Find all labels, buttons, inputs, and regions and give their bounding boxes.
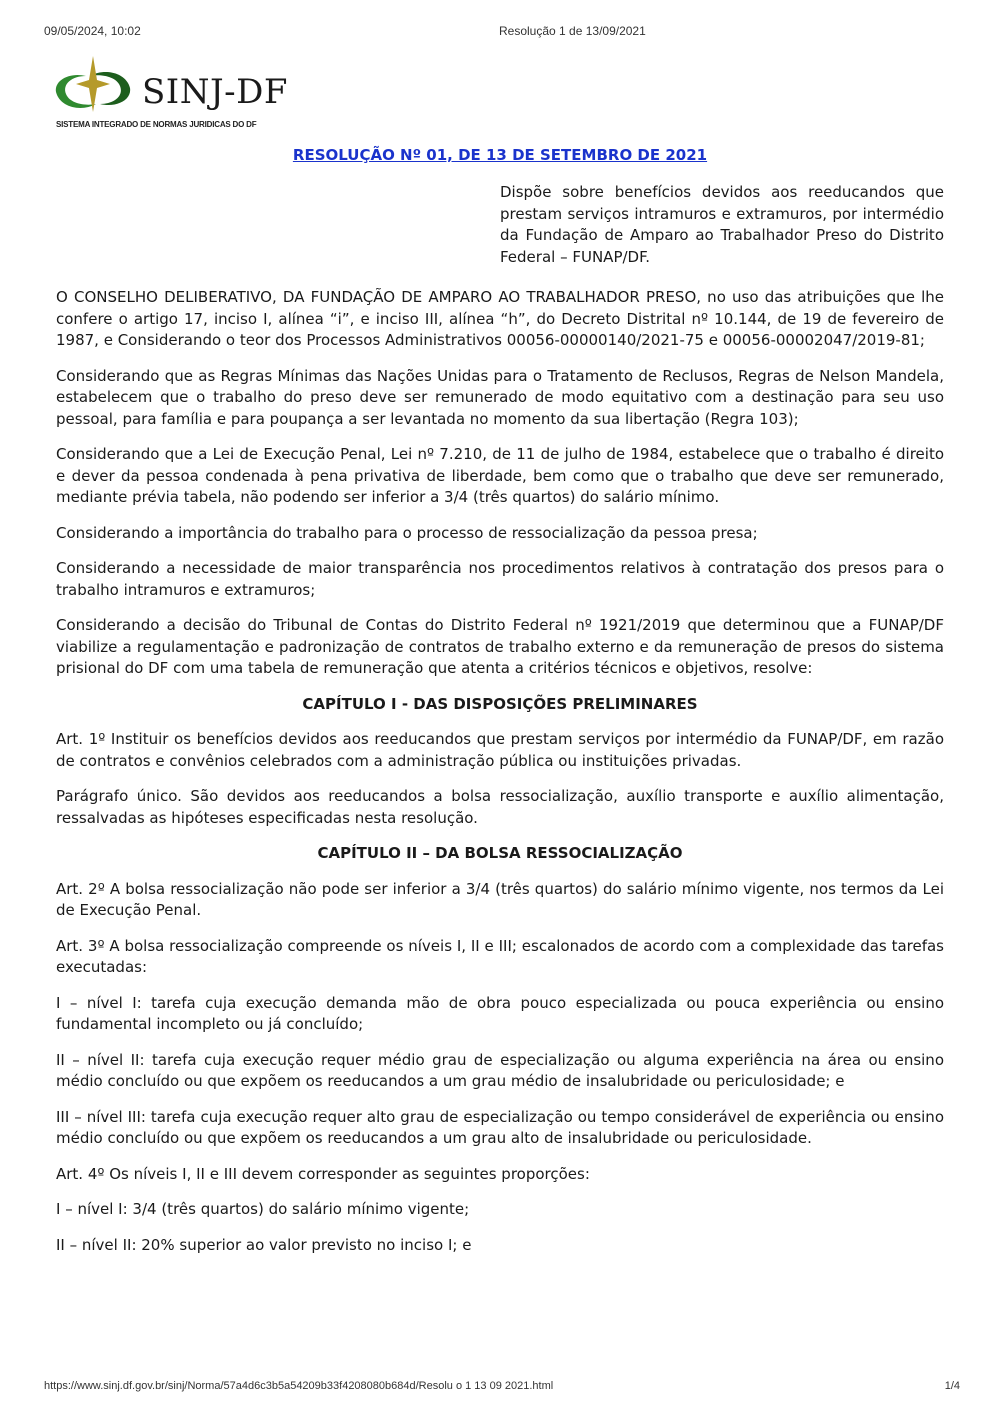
print-header — [44, 24, 960, 40]
article-4: Art. 4º Os níveis I, II e III devem corresponder as seguintes proporções: — [56, 1164, 590, 1183]
considerando-paragraph: Considerando a importância do trabalho para o processo de ressocialização da pessoa presa; — [56, 523, 758, 542]
considerando-paragraph: Considerando que as Regras Mínimas das Nações Unidas para o Tratamento de Reclusos, Regras de Nelson Mandela, estabelecem que o trabalho do preso deve ser remunerado de modo equitativo com a destinação para seu uso pessoal, para família e para poupança a ser levantada no momento da sua libertação (Regra 103); — [56, 366, 944, 428]
print-date: 09/05/2024, 10:02 — [44, 24, 141, 38]
page-url: https://www.sinj.df.gov.br/sinj/Norma/57a4d6c3b5a54209b33f4208080b684d/Resolu o 1 13 09 2021.html — [44, 1380, 554, 1392]
article-1: Art. 1º Instituir os benefícios devidos aos reeducandos que prestam serviços por intermédio da FUNAP/DF, em razão de contratos e convênios celebrados com a administração pública ou instituições privadas. — [56, 730, 944, 770]
chapter-1-heading: CAPÍTULO I - DAS DISPOSIÇÕES PRELIMINARES — [302, 694, 698, 713]
resolution-title[interactable]: RESOLUÇÃO Nº 01, DE 13 DE SETEMBRO DE 2021 — [292, 146, 708, 164]
article-3: Art. 3º A bolsa ressocialização compreende os níveis I, II e III; escalonados de acordo com a complexidade das tarefas executadas: — [56, 936, 944, 976]
sinj-df-logo — [52, 52, 352, 132]
preamble: O CONSELHO DELIBERATIVO, DA FUNDAÇÃO DE AMPARO AO TRABALHADOR PRESO, no uso das atribuições que lhe confere o artigo 17, inciso I, alínea “i”, e inciso III, alínea “h”, do Decreto Distrital nº 10.144, de 19 de fevereiro de 1987, e Considerando o teor dos Processos Administrativos 00056-00000140/2021-75 e 00056-00002047/2019-81; — [56, 288, 944, 349]
page-number: 1/4 — [944, 1380, 960, 1392]
paragrafo-unico: Parágrafo único. São devidos aos reeducandos a bolsa ressocialização, auxílio transporte e auxílio alimentação, ressalvadas as hipóteses especificadas nesta resolução. — [56, 787, 944, 827]
print-footer — [44, 1380, 960, 1396]
considerando-paragraph: Considerando que a Lei de Execução Penal, Lei nº 7.210, de 11 de julho de 1984, estabelece que o trabalho é direito e dever da pessoa condenada à pena privativa de liberdade, bem como que o trabalho que deve ser remunerado, mediante prévia tabela, não podendo ser inferior a 3/4 (três quartos) do salário mínimo. — [56, 445, 944, 506]
inciso: III – nível III: tarefa cuja execução requer alto grau de especialização ou tempo considerável de experiência ou ensino médio concluído ou que expõem os reeducandos a um grau alto de insalubridade ou periculosidade. — [56, 1107, 944, 1147]
chapter-2-heading: CAPÍTULO II – DA BOLSA RESSOCIALIZAÇÃO — [317, 844, 683, 862]
article-2: Art. 2º A bolsa ressocialização não pode ser inferior a 3/4 (três quartos) do salário mínimo vigente, nos termos da Lei de Execução Penal. — [56, 879, 944, 919]
print-document-title: Resolução 1 de 13/09/2021 — [499, 24, 646, 38]
inciso: I – nível I: tarefa cuja execução demanda mão de obra pouco especializada ou pouca experiência ou ensino fundamental incompleto ou já concluído; — [56, 993, 944, 1033]
logo-subtitle: SISTEMA INTEGRADO DE NORMAS JURIDICAS DO DF — [56, 120, 257, 129]
sinj-logo-emblem-icon — [52, 54, 134, 120]
document-body — [56, 287, 944, 1270]
considerando-paragraph: Considerando a necessidade de maior transparência nos procedimentos relativos à contratação dos presos para o trabalho intramuros e extramuros; — [56, 559, 944, 599]
considerando-paragraph: Considerando a decisão do Tribunal de Contas do Distrito Federal nº 1921/2019 que determinou que a FUNAP/DF viabilize a regulamentação e padronização de contratos de trabalho externo e da remuneração de presos do sistema prisional do DF com uma tabela de remuneração que atenta a critérios técnicos e objetivos, resolve: — [56, 616, 944, 677]
inciso: I – nível I: 3/4 (três quartos) do salário mínimo vigente; — [56, 1200, 470, 1218]
logo-name: SINJ-DF — [142, 72, 288, 112]
inciso: II – nível II: tarefa cuja execução requer médio grau de especialização ou alguma experiência na área ou ensino médio concluído ou que expõem os reeducandos a um grau médio de insalubridade ou periculosidade; e — [56, 1050, 944, 1090]
ementa: Dispõe sobre benefícios devidos aos reeducandos que prestam serviços intramuros e extramuros, por intermédio da Fundação de Amparo ao Trabalhador Preso do Distrito Federal – FUNAP/DF. — [500, 183, 944, 266]
inciso: II – nível II: 20% superior ao valor previsto no inciso I; e — [56, 1235, 472, 1254]
